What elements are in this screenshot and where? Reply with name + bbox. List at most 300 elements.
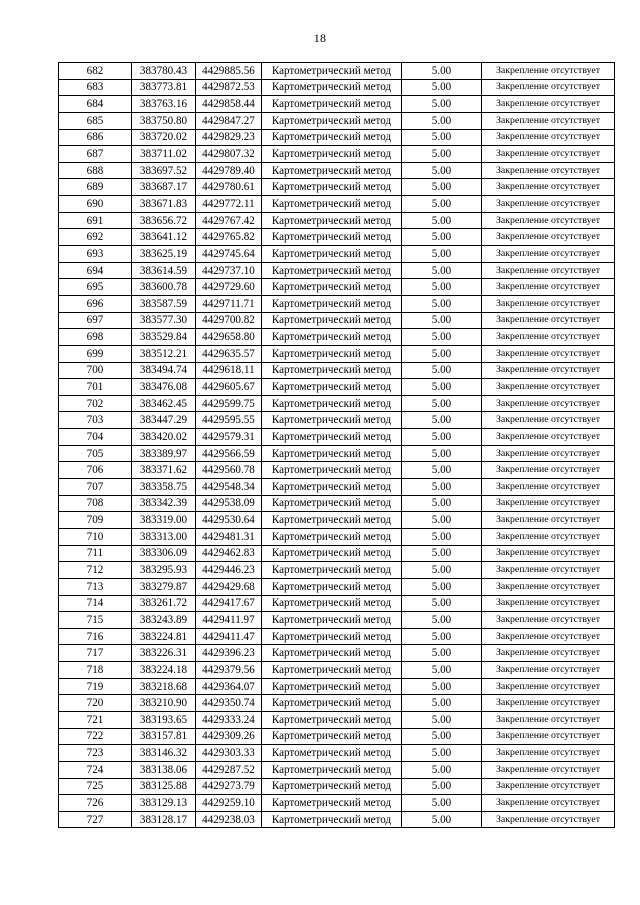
fixation-cell: Закрепление отсутствует [482,96,615,113]
y-coordinate-cell: 4429560.78 [196,462,262,479]
y-coordinate-cell: 4429780.61 [196,179,262,196]
method-cell: Картометрический метод [262,262,402,279]
fixation-cell: Закрепление отсутствует [482,761,615,778]
table-row [59,445,615,462]
fixation-cell: Закрепление отсутствует [482,495,615,512]
y-coordinate-cell: 4429599.75 [196,395,262,412]
table-row [59,96,615,113]
fixation-cell: Закрепление отсутствует [482,79,615,96]
accuracy-cell: 5.00 [402,162,482,179]
point-number-cell: 727 [59,811,132,828]
fixation-cell: Закрепление отсутствует [482,229,615,246]
point-number-cell: 720 [59,695,132,712]
x-coordinate-cell: 383671.83 [132,196,196,213]
fixation-cell: Закрепление отсутствует [482,728,615,745]
method-cell: Картометрический метод [262,612,402,629]
accuracy-cell: 5.00 [402,512,482,529]
y-coordinate-cell: 4429700.82 [196,312,262,329]
table-row [59,63,615,80]
table-row [59,329,615,346]
method-cell: Картометрический метод [262,595,402,612]
point-number-cell: 718 [59,662,132,679]
fixation-cell: Закрепление отсутствует [482,362,615,379]
fixation-cell: Закрепление отсутствует [482,212,615,229]
x-coordinate-cell: 383218.68 [132,678,196,695]
accuracy-cell: 5.00 [402,129,482,146]
x-coordinate-cell: 383641.12 [132,229,196,246]
fixation-cell: Закрепление отсутствует [482,811,615,828]
y-coordinate-cell: 4429618.11 [196,362,262,379]
x-coordinate-cell: 383138.06 [132,761,196,778]
table-row [59,578,615,595]
method-cell: Картометрический метод [262,628,402,645]
x-coordinate-cell: 383371.62 [132,462,196,479]
table-row [59,595,615,612]
method-cell: Картометрический метод [262,63,402,80]
accuracy-cell: 5.00 [402,295,482,312]
table-row [59,395,615,412]
method-cell: Картометрический метод [262,761,402,778]
accuracy-cell: 5.00 [402,246,482,263]
x-coordinate-cell: 383773.81 [132,79,196,96]
accuracy-cell: 5.00 [402,628,482,645]
y-coordinate-cell: 4429605.67 [196,379,262,396]
fixation-cell: Закрепление отсутствует [482,578,615,595]
y-coordinate-cell: 4429847.27 [196,112,262,129]
method-cell: Картометрический метод [262,312,402,329]
x-coordinate-cell: 383243.89 [132,612,196,629]
y-coordinate-cell: 4429333.24 [196,711,262,728]
x-coordinate-cell: 383193.65 [132,711,196,728]
point-number-cell: 695 [59,279,132,296]
point-number-cell: 686 [59,129,132,146]
y-coordinate-cell: 4429530.64 [196,512,262,529]
table-row [59,279,615,296]
y-coordinate-cell: 4429579.31 [196,429,262,446]
method-cell: Картометрический метод [262,146,402,163]
x-coordinate-cell: 383600.78 [132,279,196,296]
point-number-cell: 688 [59,162,132,179]
x-coordinate-cell: 383711.02 [132,146,196,163]
point-number-cell: 690 [59,196,132,213]
accuracy-cell: 5.00 [402,212,482,229]
fixation-cell: Закрепление отсутствует [482,312,615,329]
accuracy-cell: 5.00 [402,429,482,446]
point-number-cell: 721 [59,711,132,728]
accuracy-cell: 5.00 [402,395,482,412]
x-coordinate-cell: 383210.90 [132,695,196,712]
coordinates-table [58,62,615,828]
point-number-cell: 700 [59,362,132,379]
fixation-cell: Закрепление отсутствует [482,279,615,296]
method-cell: Картометрический метод [262,711,402,728]
fixation-cell: Закрепление отсутствует [482,196,615,213]
x-coordinate-cell: 383462.45 [132,395,196,412]
y-coordinate-cell: 4429417.67 [196,595,262,612]
method-cell: Картометрический метод [262,662,402,679]
x-coordinate-cell: 383358.75 [132,479,196,496]
x-coordinate-cell: 383697.52 [132,162,196,179]
y-coordinate-cell: 4429885.56 [196,63,262,80]
accuracy-cell: 5.00 [402,695,482,712]
table-row [59,146,615,163]
x-coordinate-cell: 383224.18 [132,662,196,679]
x-coordinate-cell: 383780.43 [132,63,196,80]
table-row [59,761,615,778]
y-coordinate-cell: 4429429.68 [196,578,262,595]
y-coordinate-cell: 4429238.03 [196,811,262,828]
accuracy-cell: 5.00 [402,262,482,279]
fixation-cell: Закрепление отсутствует [482,246,615,263]
x-coordinate-cell: 383279.87 [132,578,196,595]
method-cell: Картометрический метод [262,96,402,113]
point-number-cell: 685 [59,112,132,129]
table-row [59,662,615,679]
accuracy-cell: 5.00 [402,562,482,579]
y-coordinate-cell: 4429737.10 [196,262,262,279]
table-row [59,79,615,96]
fixation-cell: Закрепление отсутствует [482,112,615,129]
accuracy-cell: 5.00 [402,745,482,762]
y-coordinate-cell: 4429411.97 [196,612,262,629]
table-row [59,728,615,745]
table-row [59,462,615,479]
method-cell: Картометрический метод [262,295,402,312]
table-row [59,162,615,179]
y-coordinate-cell: 4429446.23 [196,562,262,579]
accuracy-cell: 5.00 [402,362,482,379]
y-coordinate-cell: 4429481.31 [196,528,262,545]
x-coordinate-cell: 383224.81 [132,628,196,645]
table-row [59,246,615,263]
y-coordinate-cell: 4429711.71 [196,295,262,312]
x-coordinate-cell: 383625.19 [132,246,196,263]
table-row [59,678,615,695]
x-coordinate-cell: 383494.74 [132,362,196,379]
y-coordinate-cell: 4429595.55 [196,412,262,429]
table-row [59,645,615,662]
x-coordinate-cell: 383614.59 [132,262,196,279]
point-number-cell: 725 [59,778,132,795]
table-row [59,295,615,312]
point-number-cell: 684 [59,96,132,113]
fixation-cell: Закрепление отсутствует [482,445,615,462]
accuracy-cell: 5.00 [402,578,482,595]
method-cell: Картометрический метод [262,79,402,96]
y-coordinate-cell: 4429548.34 [196,479,262,496]
x-coordinate-cell: 383420.02 [132,429,196,446]
y-coordinate-cell: 4429538.09 [196,495,262,512]
method-cell: Картометрический метод [262,162,402,179]
accuracy-cell: 5.00 [402,645,482,662]
x-coordinate-cell: 383226.31 [132,645,196,662]
point-number-cell: 693 [59,246,132,263]
method-cell: Картометрический метод [262,362,402,379]
accuracy-cell: 5.00 [402,479,482,496]
table-row [59,628,615,645]
point-number-cell: 705 [59,445,132,462]
y-coordinate-cell: 4429309.26 [196,728,262,745]
y-coordinate-cell: 4429789.40 [196,162,262,179]
point-number-cell: 726 [59,795,132,812]
table-row [59,745,615,762]
y-coordinate-cell: 4429729.60 [196,279,262,296]
method-cell: Картометрический метод [262,728,402,745]
x-coordinate-cell: 383125.88 [132,778,196,795]
method-cell: Картометрический метод [262,778,402,795]
x-coordinate-cell: 383750.80 [132,112,196,129]
y-coordinate-cell: 4429259.10 [196,795,262,812]
table-row [59,612,615,629]
accuracy-cell: 5.00 [402,379,482,396]
y-coordinate-cell: 4429765.82 [196,229,262,246]
x-coordinate-cell: 383319.00 [132,512,196,529]
fixation-cell: Закрепление отсутствует [482,645,615,662]
point-number-cell: 692 [59,229,132,246]
method-cell: Картометрический метод [262,379,402,396]
method-cell: Картометрический метод [262,129,402,146]
point-number-cell: 689 [59,179,132,196]
x-coordinate-cell: 383687.17 [132,179,196,196]
accuracy-cell: 5.00 [402,728,482,745]
table-row [59,795,615,812]
point-number-cell: 704 [59,429,132,446]
x-coordinate-cell: 383763.16 [132,96,196,113]
point-number-cell: 714 [59,595,132,612]
fixation-cell: Закрепление отсутствует [482,295,615,312]
method-cell: Картометрический метод [262,329,402,346]
table-row [59,229,615,246]
point-number-cell: 707 [59,479,132,496]
method-cell: Картометрический метод [262,212,402,229]
point-number-cell: 723 [59,745,132,762]
point-number-cell: 711 [59,545,132,562]
y-coordinate-cell: 4429287.52 [196,761,262,778]
method-cell: Картометрический метод [262,545,402,562]
accuracy-cell: 5.00 [402,79,482,96]
x-coordinate-cell: 383656.72 [132,212,196,229]
point-number-cell: 683 [59,79,132,96]
fixation-cell: Закрепление отсутствует [482,628,615,645]
x-coordinate-cell: 383157.81 [132,728,196,745]
fixation-cell: Закрепление отсутствует [482,462,615,479]
table-row [59,129,615,146]
accuracy-cell: 5.00 [402,711,482,728]
method-cell: Картометрический метод [262,695,402,712]
point-number-cell: 702 [59,395,132,412]
method-cell: Картометрический метод [262,345,402,362]
method-cell: Картометрический метод [262,645,402,662]
accuracy-cell: 5.00 [402,545,482,562]
fixation-cell: Закрепление отсутствует [482,562,615,579]
accuracy-cell: 5.00 [402,229,482,246]
fixation-cell: Закрепление отсутствует [482,695,615,712]
table-row [59,545,615,562]
fixation-cell: Закрепление отсутствует [482,795,615,812]
fixation-cell: Закрепление отсутствует [482,662,615,679]
table-row [59,345,615,362]
table-row [59,429,615,446]
fixation-cell: Закрепление отсутствует [482,379,615,396]
method-cell: Картометрический метод [262,112,402,129]
accuracy-cell: 5.00 [402,795,482,812]
accuracy-cell: 5.00 [402,778,482,795]
accuracy-cell: 5.00 [402,196,482,213]
accuracy-cell: 5.00 [402,678,482,695]
point-number-cell: 708 [59,495,132,512]
point-number-cell: 715 [59,612,132,629]
fixation-cell: Закрепление отсутствует [482,162,615,179]
method-cell: Картометрический метод [262,229,402,246]
point-number-cell: 697 [59,312,132,329]
accuracy-cell: 5.00 [402,612,482,629]
method-cell: Картометрический метод [262,179,402,196]
point-number-cell: 696 [59,295,132,312]
page-number: 18 [313,31,327,45]
method-cell: Картометрический метод [262,562,402,579]
fixation-cell: Закрепление отсутствует [482,479,615,496]
fixation-cell: Закрепление отсутствует [482,63,615,80]
accuracy-cell: 5.00 [402,146,482,163]
x-coordinate-cell: 383129.13 [132,795,196,812]
fixation-cell: Закрепление отсутствует [482,329,615,346]
accuracy-cell: 5.00 [402,279,482,296]
point-number-cell: 713 [59,578,132,595]
table-row [59,811,615,828]
fixation-cell: Закрепление отсутствует [482,345,615,362]
fixation-cell: Закрепление отсутствует [482,512,615,529]
table-row [59,778,615,795]
table-row [59,179,615,196]
method-cell: Картометрический метод [262,246,402,263]
method-cell: Картометрический метод [262,279,402,296]
x-coordinate-cell: 383476.08 [132,379,196,396]
accuracy-cell: 5.00 [402,445,482,462]
table-row [59,495,615,512]
fixation-cell: Закрепление отсутствует [482,745,615,762]
fixation-cell: Закрепление отсутствует [482,711,615,728]
y-coordinate-cell: 4429566.59 [196,445,262,462]
y-coordinate-cell: 4429364.07 [196,678,262,695]
fixation-cell: Закрепление отсутствует [482,545,615,562]
method-cell: Картометрический метод [262,445,402,462]
accuracy-cell: 5.00 [402,179,482,196]
point-number-cell: 703 [59,412,132,429]
point-number-cell: 701 [59,379,132,396]
fixation-cell: Закрепление отсутствует [482,778,615,795]
point-number-cell: 716 [59,628,132,645]
table-row [59,262,615,279]
y-coordinate-cell: 4429807.32 [196,146,262,163]
table-row [59,379,615,396]
accuracy-cell: 5.00 [402,412,482,429]
table-row [59,412,615,429]
fixation-cell: Закрепление отсутствует [482,429,615,446]
accuracy-cell: 5.00 [402,811,482,828]
y-coordinate-cell: 4429273.79 [196,778,262,795]
fixation-cell: Закрепление отсутствует [482,528,615,545]
method-cell: Картометрический метод [262,462,402,479]
y-coordinate-cell: 4429411.47 [196,628,262,645]
point-number-cell: 687 [59,146,132,163]
x-coordinate-cell: 383261.72 [132,595,196,612]
y-coordinate-cell: 4429745.64 [196,246,262,263]
y-coordinate-cell: 4429350.74 [196,695,262,712]
point-number-cell: 709 [59,512,132,529]
accuracy-cell: 5.00 [402,662,482,679]
accuracy-cell: 5.00 [402,345,482,362]
table-row [59,512,615,529]
point-number-cell: 719 [59,678,132,695]
table-row [59,562,615,579]
y-coordinate-cell: 4429396.23 [196,645,262,662]
method-cell: Картометрический метод [262,811,402,828]
method-cell: Картометрический метод [262,528,402,545]
point-number-cell: 694 [59,262,132,279]
fixation-cell: Закрепление отсутствует [482,395,615,412]
fixation-cell: Закрепление отсутствует [482,678,615,695]
table-row [59,528,615,545]
fixation-cell: Закрепление отсутствует [482,595,615,612]
fixation-cell: Закрепление отсутствует [482,262,615,279]
y-coordinate-cell: 4429303.33 [196,745,262,762]
x-coordinate-cell: 383146.32 [132,745,196,762]
coordinates-table-body [59,63,615,828]
accuracy-cell: 5.00 [402,63,482,80]
fixation-cell: Закрепление отсутствует [482,146,615,163]
table-row [59,212,615,229]
x-coordinate-cell: 383529.84 [132,329,196,346]
accuracy-cell: 5.00 [402,528,482,545]
x-coordinate-cell: 383577.30 [132,312,196,329]
y-coordinate-cell: 4429829.23 [196,129,262,146]
x-coordinate-cell: 383587.59 [132,295,196,312]
x-coordinate-cell: 383389.97 [132,445,196,462]
table-row [59,112,615,129]
fixation-cell: Закрепление отсутствует [482,129,615,146]
x-coordinate-cell: 383720.02 [132,129,196,146]
point-number-cell: 699 [59,345,132,362]
accuracy-cell: 5.00 [402,329,482,346]
point-number-cell: 691 [59,212,132,229]
x-coordinate-cell: 383512.21 [132,345,196,362]
method-cell: Картометрический метод [262,429,402,446]
accuracy-cell: 5.00 [402,761,482,778]
table-row [59,362,615,379]
fixation-cell: Закрепление отсутствует [482,412,615,429]
point-number-cell: 710 [59,528,132,545]
point-number-cell: 682 [59,63,132,80]
method-cell: Картометрический метод [262,678,402,695]
accuracy-cell: 5.00 [402,96,482,113]
method-cell: Картометрический метод [262,412,402,429]
y-coordinate-cell: 4429379.56 [196,662,262,679]
x-coordinate-cell: 383306.09 [132,545,196,562]
x-coordinate-cell: 383342.39 [132,495,196,512]
accuracy-cell: 5.00 [402,495,482,512]
method-cell: Картометрический метод [262,745,402,762]
accuracy-cell: 5.00 [402,595,482,612]
table-row [59,695,615,712]
fixation-cell: Закрепление отсутствует [482,612,615,629]
y-coordinate-cell: 4429858.44 [196,96,262,113]
method-cell: Картометрический метод [262,495,402,512]
method-cell: Картометрический метод [262,479,402,496]
method-cell: Картометрический метод [262,395,402,412]
method-cell: Картометрический метод [262,795,402,812]
accuracy-cell: 5.00 [402,112,482,129]
table-row [59,711,615,728]
